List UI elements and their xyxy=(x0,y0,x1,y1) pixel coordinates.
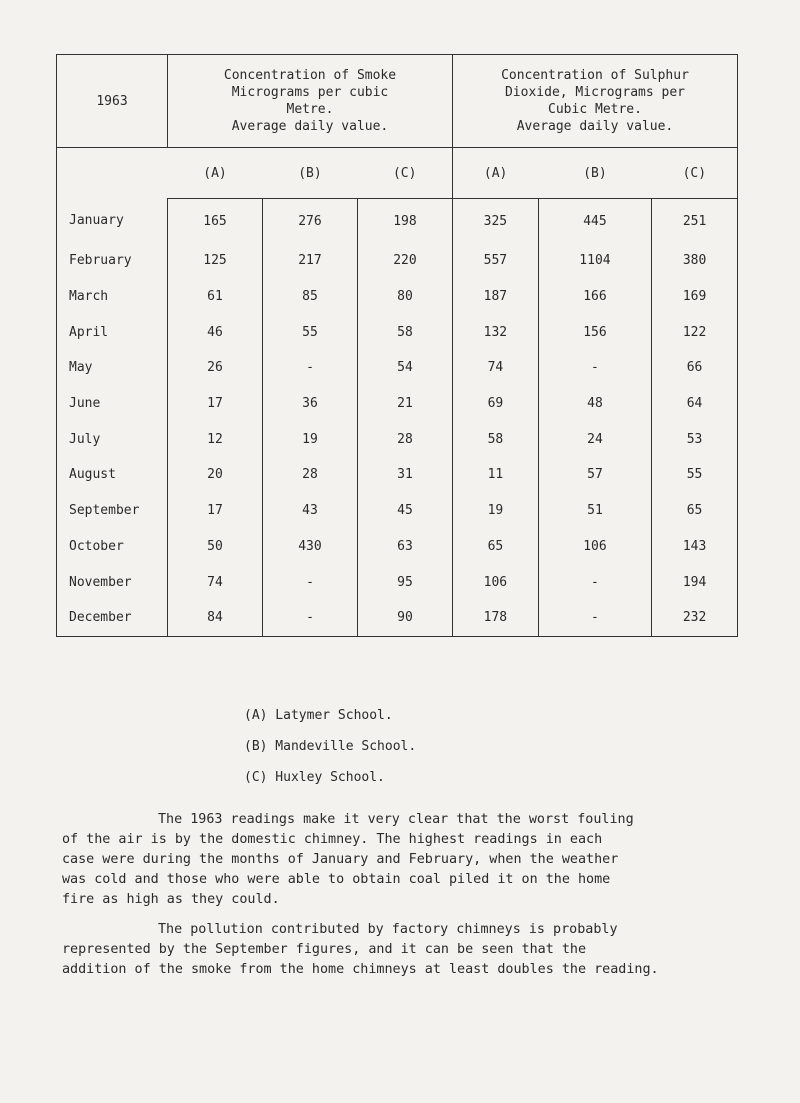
value-cell: 557 xyxy=(452,243,538,279)
legend-item: (C) Huxley School. xyxy=(244,770,385,785)
value-cell: 63 xyxy=(357,529,452,565)
text-line: represented by the September figures, and it can be seen that the xyxy=(62,942,587,957)
smoke-header-line: Metre. xyxy=(286,102,334,117)
value-cell: 90 xyxy=(357,600,452,636)
value-cell: - xyxy=(538,564,651,600)
sub-label: (B) xyxy=(538,148,651,199)
legend-item: (B) Mandeville School. xyxy=(244,739,417,754)
value-cell: 36 xyxy=(262,386,357,422)
month-cell: December xyxy=(57,600,168,636)
value-cell: 165 xyxy=(168,199,263,244)
value-cell: 48 xyxy=(538,386,651,422)
value-cell: 12 xyxy=(168,421,263,457)
sulphur-header-line: Dioxide, Micrograms per xyxy=(504,85,685,100)
sulphur-header-line: Cubic Metre. xyxy=(548,102,642,117)
value-cell: 217 xyxy=(262,243,357,279)
value-cell: - xyxy=(262,600,357,636)
school-subheader-row xyxy=(57,148,738,199)
value-cell: 198 xyxy=(357,199,452,244)
table-row xyxy=(57,279,738,315)
value-cell: 51 xyxy=(538,493,651,529)
text-line: case were during the months of January and February, when the weather xyxy=(62,852,619,867)
value-cell: 156 xyxy=(538,314,651,350)
value-cell: - xyxy=(262,350,357,386)
pollution-table xyxy=(56,54,738,637)
value-cell: 106 xyxy=(452,564,538,600)
value-cell: 251 xyxy=(652,199,738,244)
value-cell: 380 xyxy=(652,243,738,279)
month-cell: August xyxy=(57,457,168,493)
sub-label: (C) xyxy=(357,148,452,199)
value-cell: 125 xyxy=(168,243,263,279)
year-header: 1963 xyxy=(57,55,168,148)
smoke-header-line: Micrograms per cubic xyxy=(231,85,389,100)
text-line: was cold and those who were able to obtain coal piled it on the home xyxy=(62,872,611,887)
month-cell: September xyxy=(57,493,168,529)
month-cell: June xyxy=(57,386,168,422)
value-cell: 43 xyxy=(262,493,357,529)
table-row xyxy=(57,529,738,565)
value-cell: 53 xyxy=(652,421,738,457)
sub-label: (A) xyxy=(452,148,538,199)
value-cell: 69 xyxy=(452,386,538,422)
value-cell: 26 xyxy=(168,350,263,386)
value-cell: 169 xyxy=(652,279,738,315)
value-cell: - xyxy=(262,564,357,600)
month-cell: March xyxy=(57,279,168,315)
legend-item: (A) Latymer School. xyxy=(244,708,393,723)
month-cell: May xyxy=(57,350,168,386)
value-cell: 61 xyxy=(168,279,263,315)
table-row xyxy=(57,564,738,600)
smoke-header xyxy=(168,55,453,148)
month-cell: April xyxy=(57,314,168,350)
smoke-header-line: Concentration of Smoke xyxy=(223,68,397,83)
sulphur-header-line: Concentration of Sulphur xyxy=(501,68,689,83)
table-row xyxy=(57,600,738,636)
sub-label: (C) xyxy=(652,148,738,199)
value-cell: 232 xyxy=(652,600,738,636)
school-legend xyxy=(244,700,416,793)
value-cell: 80 xyxy=(357,279,452,315)
value-cell: 58 xyxy=(357,314,452,350)
value-cell: 325 xyxy=(452,199,538,244)
value-cell: 166 xyxy=(538,279,651,315)
value-cell: 132 xyxy=(452,314,538,350)
value-cell: 194 xyxy=(652,564,738,600)
sulphur-header-line: Average daily value. xyxy=(516,119,674,134)
value-cell: 17 xyxy=(168,386,263,422)
value-cell: 28 xyxy=(262,457,357,493)
value-cell: 57 xyxy=(538,457,651,493)
value-cell: 276 xyxy=(262,199,357,244)
value-cell: 187 xyxy=(452,279,538,315)
month-cell: October xyxy=(57,529,168,565)
value-cell: 24 xyxy=(538,421,651,457)
value-cell: 64 xyxy=(652,386,738,422)
text-line: of the air is by the domestic chimney. The highest readings in each xyxy=(62,832,603,847)
value-cell: 46 xyxy=(168,314,263,350)
table-row xyxy=(57,350,738,386)
month-cell: January xyxy=(57,199,168,244)
value-cell: - xyxy=(538,600,651,636)
value-cell: 1104 xyxy=(538,243,651,279)
value-cell: 58 xyxy=(452,421,538,457)
value-cell: 55 xyxy=(652,457,738,493)
value-cell: 17 xyxy=(168,493,263,529)
value-cell: 54 xyxy=(357,350,452,386)
text-line: fire as high as they could. xyxy=(62,892,280,907)
table-row xyxy=(57,314,738,350)
value-cell: 178 xyxy=(452,600,538,636)
table-row xyxy=(57,386,738,422)
value-cell: 50 xyxy=(168,529,263,565)
value-cell: 220 xyxy=(357,243,452,279)
table-row xyxy=(57,421,738,457)
table-row xyxy=(57,493,738,529)
value-cell: 445 xyxy=(538,199,651,244)
table-row xyxy=(57,457,738,493)
text-line: The 1963 readings make it very clear that the worst fouling xyxy=(158,812,634,827)
value-cell: 85 xyxy=(262,279,357,315)
table-body xyxy=(57,199,738,637)
month-cell: February xyxy=(57,243,168,279)
value-cell: 74 xyxy=(168,564,263,600)
value-cell: 45 xyxy=(357,493,452,529)
value-cell: 31 xyxy=(357,457,452,493)
value-cell: 28 xyxy=(357,421,452,457)
value-cell: 11 xyxy=(452,457,538,493)
paragraph-factory-chimney xyxy=(62,920,752,980)
paragraph-domestic-chimney xyxy=(62,810,752,910)
value-cell: 95 xyxy=(357,564,452,600)
value-cell: 143 xyxy=(652,529,738,565)
sub-label: (A) xyxy=(168,148,263,199)
table-row xyxy=(57,243,738,279)
text-line: addition of the smoke from the home chimneys at least doubles the reading. xyxy=(62,962,659,977)
value-cell: 430 xyxy=(262,529,357,565)
value-cell: 122 xyxy=(652,314,738,350)
value-cell: 19 xyxy=(262,421,357,457)
value-cell: 65 xyxy=(652,493,738,529)
smoke-header-line: Average daily value. xyxy=(231,119,389,134)
value-cell: 66 xyxy=(652,350,738,386)
value-cell: 74 xyxy=(452,350,538,386)
value-cell: 65 xyxy=(452,529,538,565)
value-cell: 21 xyxy=(357,386,452,422)
month-cell: July xyxy=(57,421,168,457)
sub-label: (B) xyxy=(262,148,357,199)
text-line: The pollution contributed by factory chimneys is probably xyxy=(158,922,618,937)
value-cell: 55 xyxy=(262,314,357,350)
value-cell: 19 xyxy=(452,493,538,529)
value-cell: 106 xyxy=(538,529,651,565)
table-header-row xyxy=(57,55,738,148)
table-row xyxy=(57,199,738,244)
sulphur-header xyxy=(452,55,737,148)
blank-cell xyxy=(57,148,168,199)
value-cell: 20 xyxy=(168,457,263,493)
value-cell: 84 xyxy=(168,600,263,636)
value-cell: - xyxy=(538,350,651,386)
month-cell: November xyxy=(57,564,168,600)
